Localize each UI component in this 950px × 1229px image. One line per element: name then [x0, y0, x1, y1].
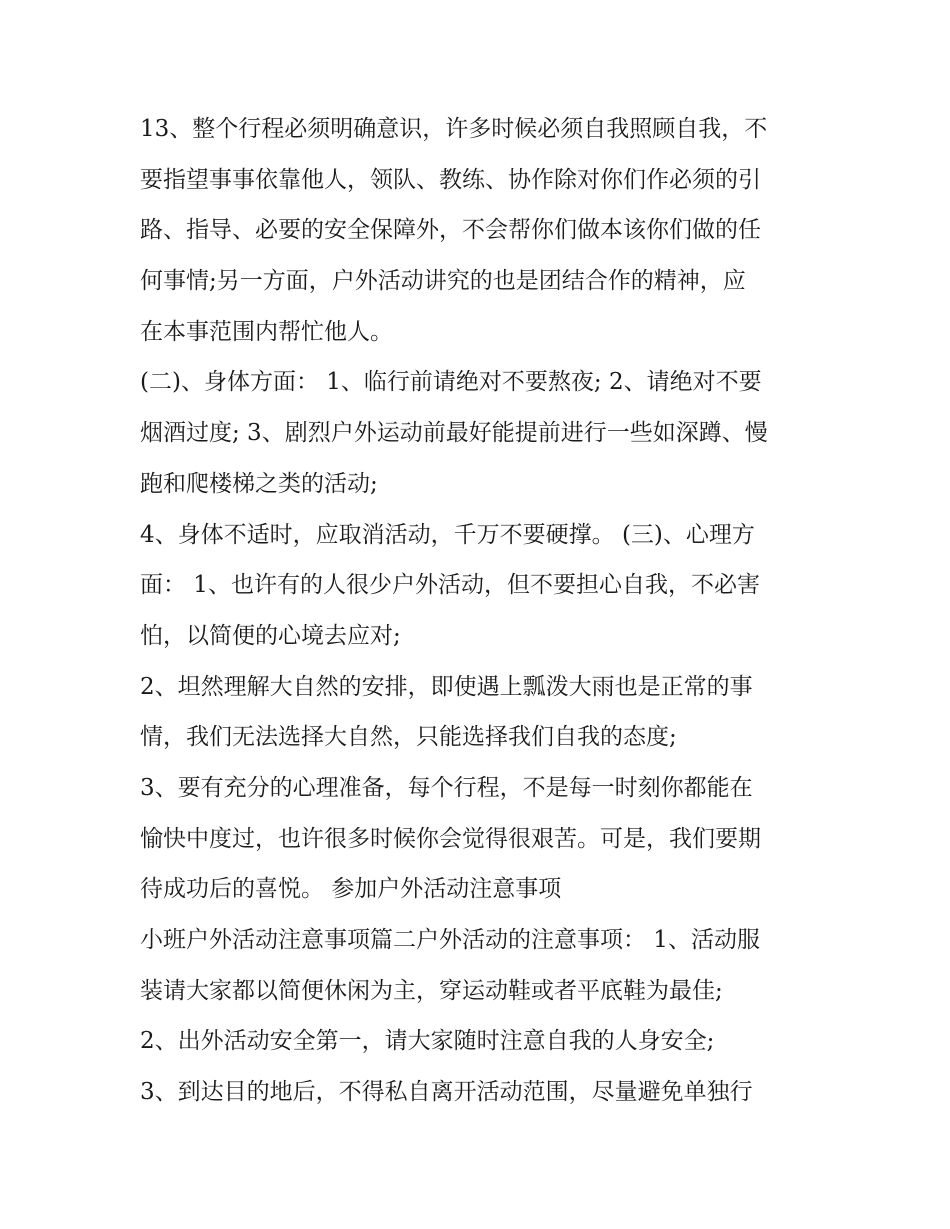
text-line-1: 13、整个行程必须明确意识，许多时候必须自我照顾自我，不 — [140, 116, 768, 142]
text-line-13: 情，我们无法选择大自然，只能选择我们自我的态度; — [140, 724, 677, 751]
text-line-9: 4、身体不适时，应取消活动，千万不要硬撑。 (三)、心理方 — [140, 521, 755, 548]
text-line-14: 3、要有充分的心理准备，每个行程，不是每一时刻你都能在 — [140, 774, 753, 801]
text-line-5: 在本事范围内帮忙他人。 — [140, 318, 393, 345]
text-line-18: 装请大家都以简便休闲为主，穿运动鞋或者平底鞋为最佳; — [140, 977, 723, 1004]
text-line-15: 愉快中度过，也许很多时候你会觉得很艰苦。可是，我们要期 — [140, 825, 761, 852]
text-line-7: 烟酒过度; 3、剧烈户外运动前最好能提前进行一些如深蹲、慢 — [140, 420, 768, 447]
text-line-20: 3、到达目的地后，不得私自离开活动范围，尽量避免单独行 — [140, 1079, 753, 1106]
document-body — [140, 104, 820, 1118]
text-line-12: 2、坦然理解大自然的安排，即使遇上瓢泼大雨也是正常的事 — [140, 673, 753, 700]
text-line-16: 待成功后的喜悦。 参加户外活动注意事项 — [140, 876, 562, 903]
text-line-3: 路、指导、必要的安全保障外，不会帮你们做本该你们做的任 — [140, 217, 761, 244]
text-line-8: 跑和爬楼梯之类的活动; — [140, 470, 378, 497]
text-line-11: 怕，以简便的心境去应对; — [140, 622, 401, 649]
text-line-4: 何事情;另一方面，户外活动讲究的也是团结合作的精神，应 — [140, 268, 746, 295]
text-line-10: 面： 1、也许有的人很少户外活动，但不要担心自我，不必害 — [140, 572, 760, 599]
text-line-6: (二)、身体方面： 1、临行前请绝对不要熬夜; 2、请绝对不要 — [140, 369, 762, 396]
text-line-19: 2、出外活动安全第一，请大家随时注意自我的人身安全; — [140, 1028, 715, 1055]
text-line-2: 要指望事事依靠他人，领队、教练、协作除对你们作必须的引 — [140, 166, 761, 193]
text-line-17: 小班户外活动注意事项篇二户外活动的注意事项： 1、活动服 — [140, 927, 760, 953]
